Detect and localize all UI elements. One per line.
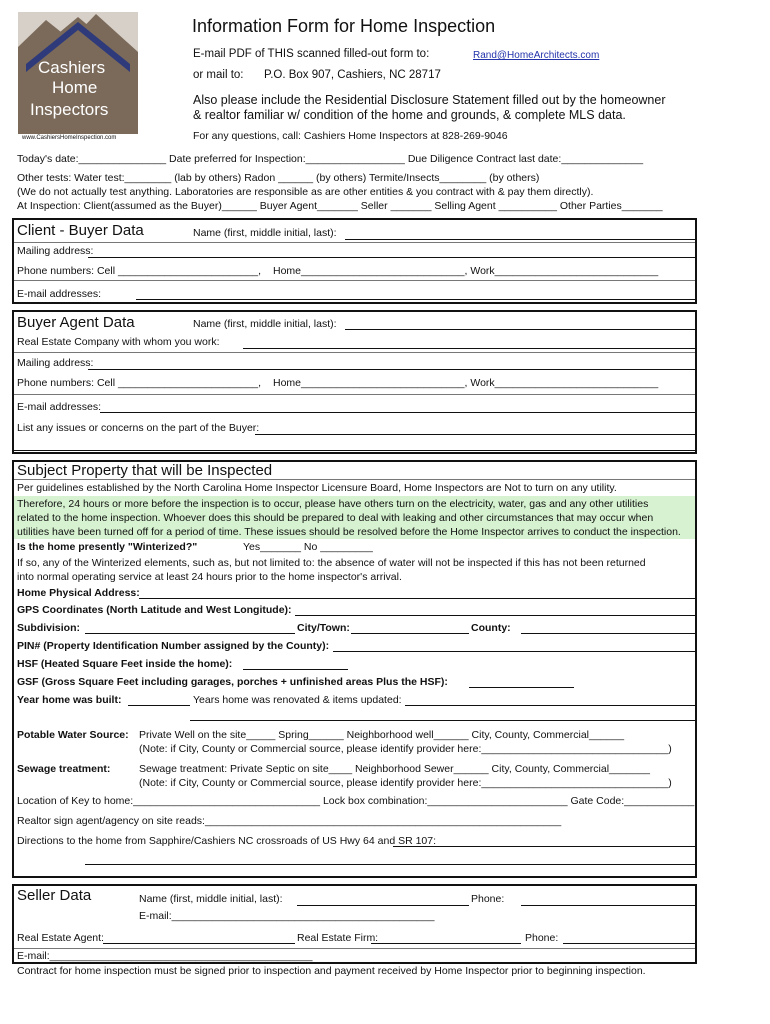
agent-company-label: Real Estate Company with whom you work: <box>17 336 220 348</box>
gsf-label: GSF (Gross Square Feet including garages, porches + unfinished areas Plus the HSF): <box>17 676 448 688</box>
pin-field[interactable] <box>333 651 695 652</box>
client-buyer-title: Client - Buyer Data <box>17 222 144 239</box>
seller-agent-field[interactable] <box>103 943 295 944</box>
year-built-field[interactable] <box>128 705 190 706</box>
property-title: Subject Property that will be Inspected <box>17 462 273 479</box>
agent-mailing-field[interactable] <box>88 369 695 370</box>
seller-agent-label: Real Estate Agent: <box>17 932 104 944</box>
seller-name-label: Name (first, middle initial, last): <box>139 893 283 905</box>
questions-contact: For any questions, call: Cashiers Home Inspectors at 828-269-9046 <box>193 130 508 142</box>
agent-mailing-label: Mailing address: <box>17 357 94 369</box>
client-mailing-label: Mailing address: <box>17 245 94 257</box>
divider <box>14 280 695 281</box>
logo-text-1: Cashiers <box>38 58 106 77</box>
seller-email2-row[interactable]: E-mail:_____________________________________________ <box>17 950 313 962</box>
sewage-label: Sewage treatment: <box>17 763 111 775</box>
buyer-agent-title: Buyer Agent Data <box>17 314 135 331</box>
renovated-field[interactable] <box>405 705 695 706</box>
seller-name-field[interactable] <box>297 905 469 906</box>
divider <box>14 948 695 949</box>
logo-text-2: Home <box>52 78 98 97</box>
county-label: County: <box>471 622 511 634</box>
gsf-field[interactable] <box>469 687 574 688</box>
client-email-label: E-mail addresses: <box>17 288 102 300</box>
buyer-issues-field-2[interactable] <box>14 450 695 451</box>
contract-footer: Contract for home inspection must be signed prior to inspection and payment received by Home Inspector prior to beginning inspection. <box>17 965 646 977</box>
year-built-label: Year home was built: <box>17 694 122 706</box>
water-source-label: Potable Water Source: <box>17 729 129 741</box>
agent-name-field[interactable] <box>345 329 695 330</box>
seller-firm-field[interactable] <box>371 943 521 944</box>
home-address-field[interactable] <box>139 598 695 599</box>
client-mailing-field[interactable] <box>88 257 695 258</box>
mail-instruction: or mail to: <box>193 69 244 81</box>
divider <box>14 479 695 480</box>
client-phone-home-work[interactable]: Home____________________________, Work____________________________ <box>273 265 659 277</box>
client-phone-cell[interactable]: Phone numbers: Cell ________________________, <box>17 265 262 277</box>
water-source-options[interactable]: Private Well on the site_____ Spring______ Neighborhood well______ City, County, Commercial______ <box>139 729 625 741</box>
agent-company-field[interactable] <box>243 348 695 349</box>
client-name-label: Name (first, middle initial, last): <box>193 227 337 239</box>
winterized-note-1: If so, any of the Winterized elements, such as, but not limited to: the absence of water will not be inspected if this has not been returned <box>17 557 646 569</box>
winterized-answer[interactable]: Yes_______ No _________ <box>243 541 373 553</box>
gps-field[interactable] <box>295 615 695 616</box>
buyer-issues-field[interactable] <box>255 434 695 435</box>
client-name-field[interactable] <box>345 239 695 240</box>
pin-label: PIN# (Property Identification Number assigned by the County): <box>17 640 330 652</box>
seller-firm-label: Real Estate Firm: <box>297 932 379 944</box>
disclosure-line-1: Also please include the Residential Disclosure Statement filled out by the homeowner <box>193 93 666 107</box>
winterized-note-2: into normal operating service at least 24 hours prior to the home inspector's arrival. <box>17 571 402 583</box>
divider <box>14 242 695 243</box>
seller-phone-field[interactable] <box>521 905 695 906</box>
email-link[interactable]: Rand@HomeArchitects.com <box>473 50 600 61</box>
email-instruction: E-mail PDF of THIS scanned filled-out form to: <box>193 48 430 60</box>
agent-phone-home-work[interactable]: Home____________________________, Work____________________________ <box>273 377 659 389</box>
agent-email-label: E-mail addresses: <box>17 401 102 413</box>
utilities-note-3: utilities have been turned off for a period of time. These issues should be resolved before the Home Inspector arrives to conduct the inspection. <box>17 526 681 538</box>
sewage-options[interactable]: Sewage treatment: Private Septic on site____ Neighborhood Sewer______ City, County, Commercial_______ <box>139 763 650 775</box>
key-lockbox-gate-row[interactable]: Location of Key to home:________________________________ Lock box combination:________________________ Gate Code:____________ <box>17 795 695 807</box>
form-title: Information Form for Home Inspection <box>192 16 496 36</box>
mail-address: P.O. Box 907, Cashiers, NC 28717 <box>264 69 441 81</box>
city-field[interactable] <box>351 633 469 634</box>
buyer-issues-label: List any issues or concerns on the part of the Buyer: <box>17 422 260 434</box>
sewage-provider-note[interactable]: (Note: if City, County or Commercial source, please identify provider here:________________________________) <box>139 777 672 789</box>
divider <box>14 394 695 395</box>
water-provider-note[interactable]: (Note: if City, County or Commercial source, please identify provider here:________________________________) <box>139 743 672 755</box>
logo-text-3: Inspectors <box>30 100 109 119</box>
seller-phone-label: Phone: <box>471 893 505 905</box>
renovated-field-2[interactable] <box>190 720 695 721</box>
utilities-note-1: Therefore, 24 hours or more before the inspection is to occur, please have others turn on the electricity, water, gas and any other utilities <box>17 498 649 510</box>
testing-disclaimer: (We do not actually test anything. Laboratories are responsible as are other entities & you contract with & pay them directly). <box>17 186 594 198</box>
divider <box>14 352 695 353</box>
renovated-label: Years home was renovated & items updated: <box>193 694 402 706</box>
seller-title: Seller Data <box>17 887 92 904</box>
hsf-label: HSF (Heated Square Feet inside the home): <box>17 658 233 670</box>
home-address-label: Home Physical Address: <box>17 587 140 599</box>
logo-url: www.CashiersHomeInspection.com <box>22 135 117 141</box>
county-field[interactable] <box>521 633 695 634</box>
subdivision-label: Subdivision: <box>17 622 80 634</box>
agent-phone-cell[interactable]: Phone numbers: Cell ________________________, <box>17 377 262 389</box>
agent-name-label: Name (first, middle initial, last): <box>193 318 337 330</box>
other-tests-row[interactable]: Other tests: Water test:________ (lab by others) Radon ______ (by others) Termite/Insects________ (by others) <box>17 172 540 184</box>
licensure-guideline: Per guidelines established by the North Carolina Home Inspector Licensure Board, Home Inspectors are Not to turn on any utility. <box>17 482 617 494</box>
directions-label: Directions to the home from Sapphire/Cashiers NC crossroads of US Hwy 64 and SR 107: <box>17 835 437 847</box>
directions-field[interactable] <box>393 846 695 847</box>
realtor-sign-row[interactable]: Realtor sign agent/agency on site reads:_____________________________________________________________ <box>17 815 562 827</box>
city-label: City/Town: <box>297 622 350 634</box>
seller-phone2-field[interactable] <box>563 943 695 944</box>
disclosure-line-2: & realtor familiar w/ condition of the home and grounds, & complete MLS data. <box>193 108 626 122</box>
winterized-question: Is the home presently "Winterized?" <box>17 541 198 553</box>
utilities-note-2: related to the home inspection. Whoever does this should be prepared to deal with leaking and other circumstances that may occur when <box>17 512 654 524</box>
hsf-field[interactable] <box>243 669 348 670</box>
directions-field-2[interactable] <box>85 864 695 865</box>
dates-row[interactable]: Today's date:_______________ Date preferred for Inspection:_________________ Due Diligence Contract last date:______________ <box>17 153 644 165</box>
attendance-row[interactable]: At Inspection: Client(assumed as the Buyer)______ Buyer Agent_______ Seller _______ Selling Agent __________ Other Parties_______ <box>17 200 663 212</box>
subdivision-field[interactable] <box>85 633 295 634</box>
seller-phone2-label: Phone: <box>525 932 559 944</box>
gps-label: GPS Coordinates (North Latitude and West Longitude): <box>17 604 292 616</box>
seller-email-row[interactable]: E-mail:_____________________________________________ <box>139 910 435 922</box>
company-logo <box>16 12 140 146</box>
agent-email-field[interactable] <box>100 412 695 413</box>
client-email-field[interactable] <box>136 299 695 300</box>
